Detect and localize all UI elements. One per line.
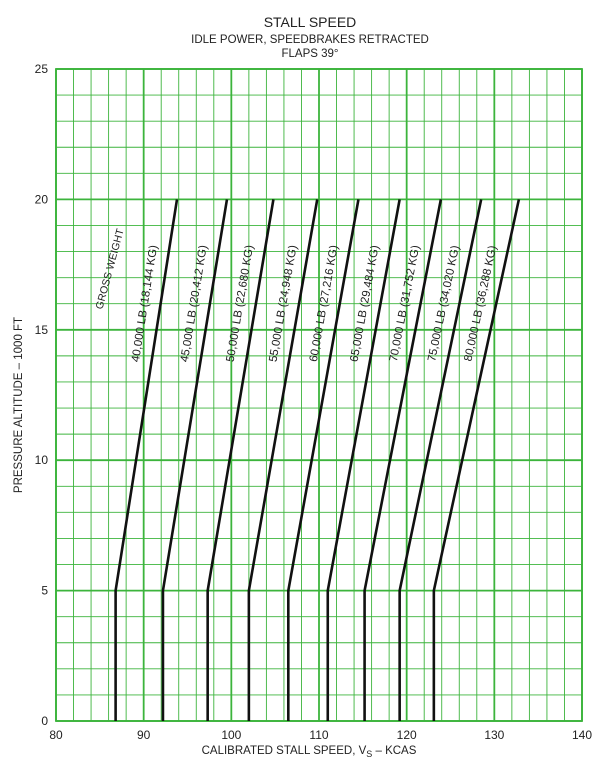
gross-weight-label: GROSS WEIGHT — [93, 227, 127, 311]
x-tick-label: 100 — [221, 728, 242, 742]
y-tick-label: 25 — [34, 62, 48, 76]
y-tick-label: 10 — [34, 453, 48, 468]
series-label: 80,000 LB (36,288 KG) — [462, 244, 500, 363]
y-tick-label: 5 — [41, 583, 48, 598]
y-axis-label: PRESSURE ALTITUDE – 1000 FT — [13, 316, 25, 494]
x-tick-label: 110 — [309, 728, 329, 742]
series-label: 75,000 LB (34,020 KG) — [426, 244, 463, 363]
series-label: 40,000 LB (18,144 KG) — [129, 244, 161, 363]
y-tick-label: 15 — [34, 322, 48, 337]
y-tick-label: 20 — [34, 192, 48, 207]
series-label: 55,000 LB (24,948 KG) — [267, 244, 300, 363]
y-tick-labels — [35, 62, 49, 728]
x-axis-label-suffix: – KCAS — [372, 745, 417, 757]
x-tick-label: 80 — [49, 728, 63, 742]
x-axis-label-subscript: S — [366, 749, 373, 759]
x-tick-label: 120 — [396, 728, 417, 742]
series-label: 45,000 LB (20,412 KG) — [178, 244, 210, 363]
x-tick-label: 90 — [136, 728, 151, 742]
chart-subtitle-line-2: FLAPS 39° — [281, 48, 339, 60]
series-label: 65,000 LB (29,484 KG) — [348, 244, 382, 363]
x-tick-labels — [49, 728, 592, 742]
x-tick-label: 130 — [484, 728, 505, 742]
series-label: 60,000 LB (27,216 KG) — [307, 244, 341, 363]
x-axis-label-main: CALIBRATED STALL SPEED, V — [201, 745, 367, 757]
x-axis-label — [202, 745, 417, 759]
chart-subtitle-line-1: IDLE POWER, SPEEDBRAKES RETRACTED — [191, 34, 429, 46]
x-tick-label: 140 — [571, 728, 593, 742]
series-label: 50,000 LB (22,680 KG) — [224, 244, 257, 363]
y-tick-label: 0 — [41, 714, 48, 728]
series-label: 70,000 LB (31,752 KG) — [387, 244, 423, 363]
chart-title: STALL SPEED — [263, 14, 357, 30]
grid-major — [56, 69, 582, 721]
